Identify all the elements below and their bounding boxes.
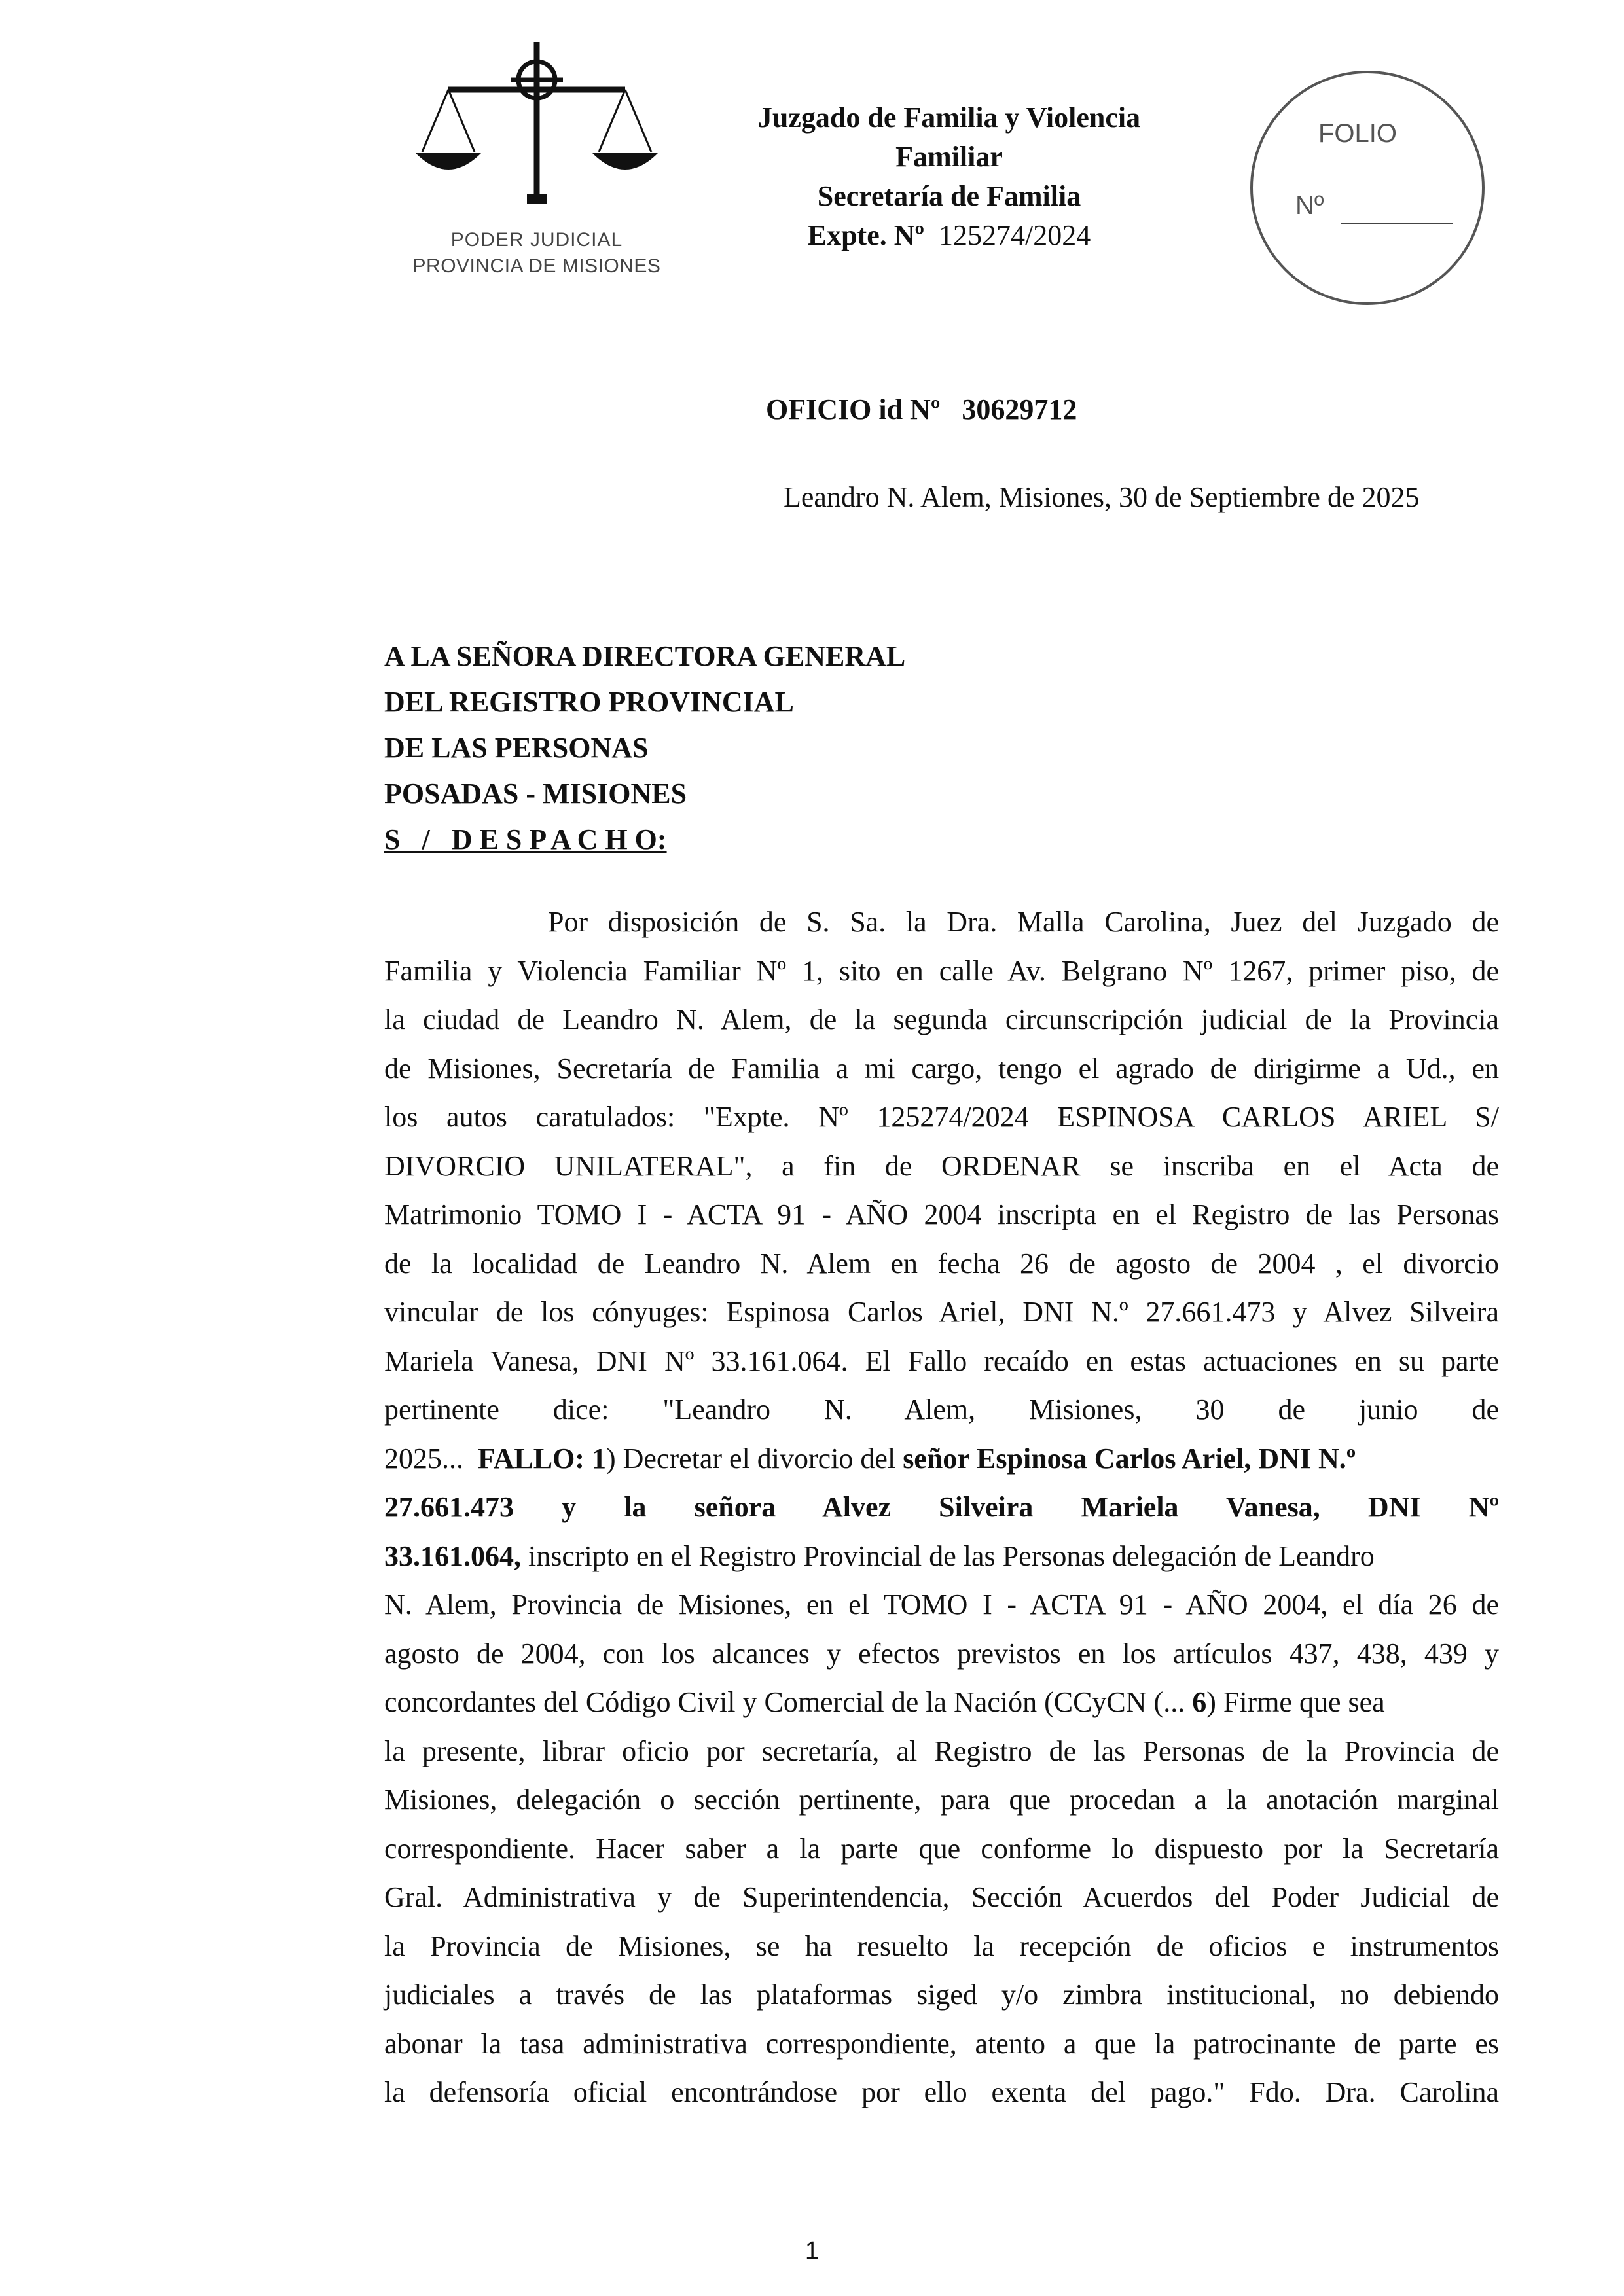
court-name-line-2: Familiar	[895, 141, 1003, 173]
body-line: N. Alem, Provincia de Misiones, en el TOMO I - ACTA 91 - AÑO 2004, el día 26 de	[384, 1588, 1499, 1621]
body-line: la presente, librar oficio por secretaría, al Registro de las Personas de la Provincia de	[384, 1734, 1499, 1767]
body-line-fallo	[384, 1435, 1499, 1484]
item-six-label: 6	[1185, 1686, 1207, 1718]
body-line: de Misiones, Secretaría de Familia a mi cargo, tengo el agrado de dirigirme a Ud., en	[384, 1052, 1499, 1085]
body-line: agosto de 2004, con los alcances y efectos previstos en los artículos 437, 438, 439 y	[384, 1637, 1499, 1670]
court-logo	[403, 41, 671, 289]
fallo-date: 2025...	[384, 1442, 463, 1475]
body-line: los autos caratulados: "Expte. Nº 125274/2024 ESPINOSA CARLOS ARIEL S/	[384, 1101, 1499, 1133]
registro-text: inscripto en el Registro Provincial de las Personas delegación de Leandro	[521, 1539, 1375, 1572]
body-line: pertinente dice: "Leandro N. Alem, Misiones, 30 de junio de	[384, 1393, 1499, 1426]
logo-caption-poder-judicial: PODER JUDICIAL	[450, 229, 623, 251]
court-name-line-1: Juzgado de Familia y Violencia	[757, 101, 1141, 134]
body-line: Matrimonio TOMO I - ACTA 91 - AÑO 2004 inscripta en el Registro de las Personas	[384, 1198, 1499, 1230]
body-line: judiciales a través de las plataformas siged y/o zimbra institucional, no debiendo	[384, 1979, 1499, 2011]
stamp-blank-line	[1341, 223, 1453, 224]
despacho-line: S / D E S P A C H O:	[384, 823, 667, 855]
body-line: la defensoría oficial encontrándose por ello exenta del pago." Fdo. Dra. Carolina	[384, 2076, 1499, 2108]
court-header	[713, 98, 1185, 255]
expte-label: Expte. Nº	[807, 219, 925, 251]
oficio-number: 30629712	[962, 393, 1077, 425]
fallo-label: FALLO: 1	[478, 1442, 606, 1475]
ccycn-text: concordantes del Código Civil y Comercial de la Nación (CCyCN	[384, 1686, 1147, 1718]
addressee-line-1: A LA SEÑORA DIRECTORA GENERAL	[384, 640, 906, 672]
body-line	[384, 1532, 1499, 1581]
body-line: Por disposición de S. Sa. la Dra. Malla Carolina, Juez del Juzgado de	[548, 906, 1499, 938]
stamp-number-label: Nº	[1295, 191, 1324, 220]
body-line: abonar la tasa administrativa correspondiente, atento a que la patrocinante de parte es	[384, 2027, 1499, 2060]
body-line: vincular de los cónyuges: Espinosa Carlos Ariel, DNI N.º 27.661.473 y Alvez Silveira	[384, 1296, 1499, 1328]
body-line: Gral. Administrativa y de Superintendencia, Sección Acuerdos del Poder Judicial de	[384, 1881, 1499, 1913]
addressee-line-3: DE LAS PERSONAS	[384, 732, 649, 764]
oficio-id	[766, 393, 1077, 426]
expte-line	[713, 216, 1185, 255]
fallo-text: ) Decretar el divorcio del	[605, 1442, 903, 1475]
place-date-line: Leandro N. Alem, Misiones, 30 de Septiembre de 2025	[784, 481, 1420, 513]
addressee-line-2: DEL REGISTRO PROVINCIAL	[384, 686, 794, 718]
fallo-party-1: señor Espinosa Carlos Ariel, DNI N.º	[903, 1442, 1356, 1475]
folio-stamp	[1250, 71, 1485, 305]
page-number: 1	[804, 2237, 820, 2265]
body-line: de la localidad de Leandro N. Alem en fecha 26 de agosto de 2004 , el divorcio	[384, 1247, 1499, 1280]
body-line: la Provincia de Misiones, se ha resuelto la recepción de oficios e instrumentos	[384, 1929, 1499, 1962]
body-line	[384, 1678, 1499, 1727]
body-line: Misiones, delegación o sección pertinente, para que procedan a la anotación marginal	[384, 1784, 1499, 1816]
body-line: Mariela Vanesa, DNI Nº 33.161.064. El Fallo recaído en estas actuaciones en su parte	[384, 1344, 1499, 1377]
logo-caption-provincia: PROVINCIA DE MISIONES	[412, 255, 661, 277]
body-text	[384, 898, 1499, 2117]
addressee-block	[384, 634, 905, 863]
expte-number: 125274/2024	[939, 219, 1091, 251]
oficio-label: OFICIO id Nº	[766, 393, 941, 425]
secretaria-line: Secretaría de Familia	[817, 180, 1081, 212]
stamp-folio-label: FOLIO	[1318, 119, 1398, 148]
scales-of-justice-icon	[403, 41, 671, 230]
dni-bold: 33.161.064,	[384, 1539, 521, 1572]
body-line: DIVORCIO UNILATERAL", a fin de ORDENAR se inscriba en el Acta de	[384, 1149, 1499, 1182]
firme-text: ) Firme que sea	[1206, 1686, 1385, 1718]
body-line: correspondiente. Hacer saber a la parte que conforme lo dispuesto por la Secretaría	[384, 1832, 1499, 1865]
body-line: la ciudad de Leandro N. Alem, de la segunda circunscripción judicial de la Provincia	[384, 1003, 1499, 1035]
ellipsis-text: (...	[1146, 1686, 1185, 1718]
body-line: Familia y Violencia Familiar Nº 1, sito en calle Av. Belgrano Nº 1267, primer piso, de	[384, 954, 1499, 987]
addressee-line-4: POSADAS - MISIONES	[384, 778, 687, 810]
body-line-parties: 27.661.473 y la señora Alvez Silveira Mariela Vanesa, DNI Nº	[384, 1491, 1499, 1523]
